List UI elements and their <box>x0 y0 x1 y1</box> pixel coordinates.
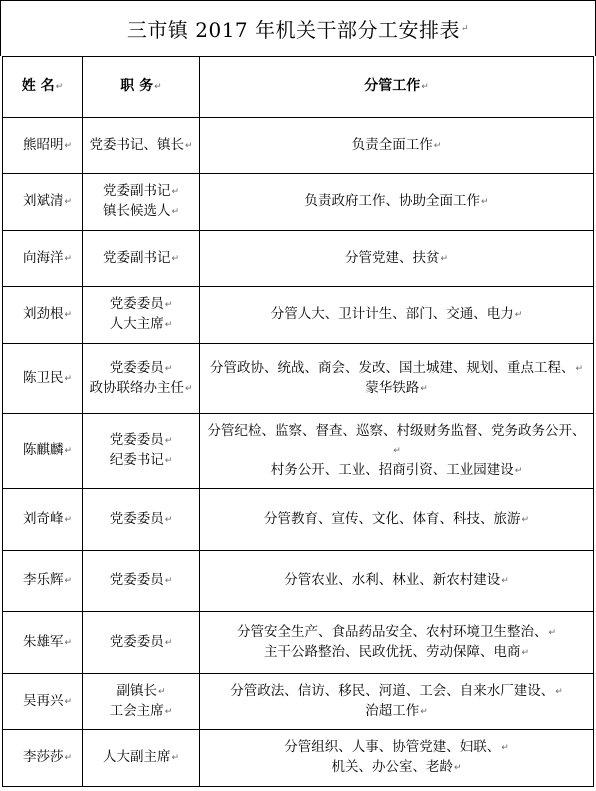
cell-name: 刘劲根↵ <box>3 287 83 344</box>
cell-position: 党委副书记↵ <box>83 231 200 287</box>
cell-name: 陈卫民↵ <box>3 344 83 414</box>
title-text: 三市镇 2017 年机关干部分工安排表 <box>126 18 461 42</box>
cell-position: 党委副书记↵ 镇长候选人↵ <box>83 174 200 231</box>
cell-name: 熊昭明↵ <box>3 118 83 174</box>
cell-duty: 分管政法、信访、移民、河道、工会、自来水厂建设、↵ 治超工作↵ <box>200 674 594 730</box>
table-row <box>3 489 594 551</box>
table-row <box>3 174 594 231</box>
table-row <box>3 118 594 174</box>
cell-position: 党委委员↵ 政协联络办主任↵ <box>83 344 200 414</box>
cell-position: 党委委员↵ <box>83 612 200 674</box>
header-position: 职 务↵ <box>83 57 200 118</box>
cell-position: 党委书记、镇长↵ <box>83 118 200 174</box>
assignment-table <box>2 56 594 787</box>
table-row <box>3 414 594 489</box>
cell-name: 吴再兴↵ <box>3 674 83 730</box>
cell-duty: 分管政协、统战、商会、发改、国土城建、规划、重点工程、↵ 蒙华铁路↵ <box>200 344 594 414</box>
table-row <box>3 344 594 414</box>
table-row <box>3 730 594 787</box>
cell-name: 李莎莎↵ <box>3 730 83 787</box>
cell-name: 刘斌清↵ <box>3 174 83 231</box>
cell-name: 刘奇峰↵ <box>3 489 83 551</box>
cell-name: 李乐辉↵ <box>3 551 83 612</box>
page-title <box>0 0 596 56</box>
cell-position: 副镇长↵ 工会主席↵ <box>83 674 200 730</box>
cell-name: 向海洋↵ <box>3 231 83 287</box>
cell-position: 人大副主席↵ <box>83 730 200 787</box>
cell-name: 陈麒麟↵ <box>3 414 83 489</box>
cell-position: 党委委员↵ 人大主席↵ <box>83 287 200 344</box>
header-duty: 分管工作↵ <box>200 57 594 118</box>
header-name: 姓 名↵ <box>3 57 83 118</box>
table-row <box>3 231 594 287</box>
cell-duty: 分管组织、人事、协管党建、妇联、↵ 机关、办公室、老龄↵ <box>200 730 594 787</box>
header-row <box>3 57 594 118</box>
cell-duty: 负责全面工作↵ <box>200 118 594 174</box>
cell-position: 党委委员↵ <box>83 489 200 551</box>
cell-duty: 分管农业、水利、林业、新农村建设↵ <box>200 551 594 612</box>
cell-position: 党委委员↵ 纪委书记↵ <box>83 414 200 489</box>
table-row <box>3 612 594 674</box>
cell-duty: 分管党建、扶贫↵ <box>200 231 594 287</box>
table-row <box>3 287 594 344</box>
paragraph-mark-icon: ↵ <box>461 23 470 34</box>
cell-name: 朱雄军↵ <box>3 612 83 674</box>
cell-duty: 分管安全生产、食品药品安全、农村环境卫生整治、↵ 主干公路整治、民政优抚、劳动保障、电商↵ <box>200 612 594 674</box>
table-row <box>3 674 594 730</box>
cell-duty: 分管人大、卫计计生、部门、交通、电力↵ <box>200 287 594 344</box>
table-row <box>3 551 594 612</box>
cell-duty: 负责政府工作、协助全面工作↵ <box>200 174 594 231</box>
cell-duty: 分管纪检、监察、督查、巡察、村级财务监督、党务政务公开、↵ 村务公开、工业、招商引资、工业园建设↵ <box>200 414 594 489</box>
cell-position: 党委委员↵ <box>83 551 200 612</box>
cell-duty: 分管教育、宣传、文化、体育、科技、旅游↵ <box>200 489 594 551</box>
